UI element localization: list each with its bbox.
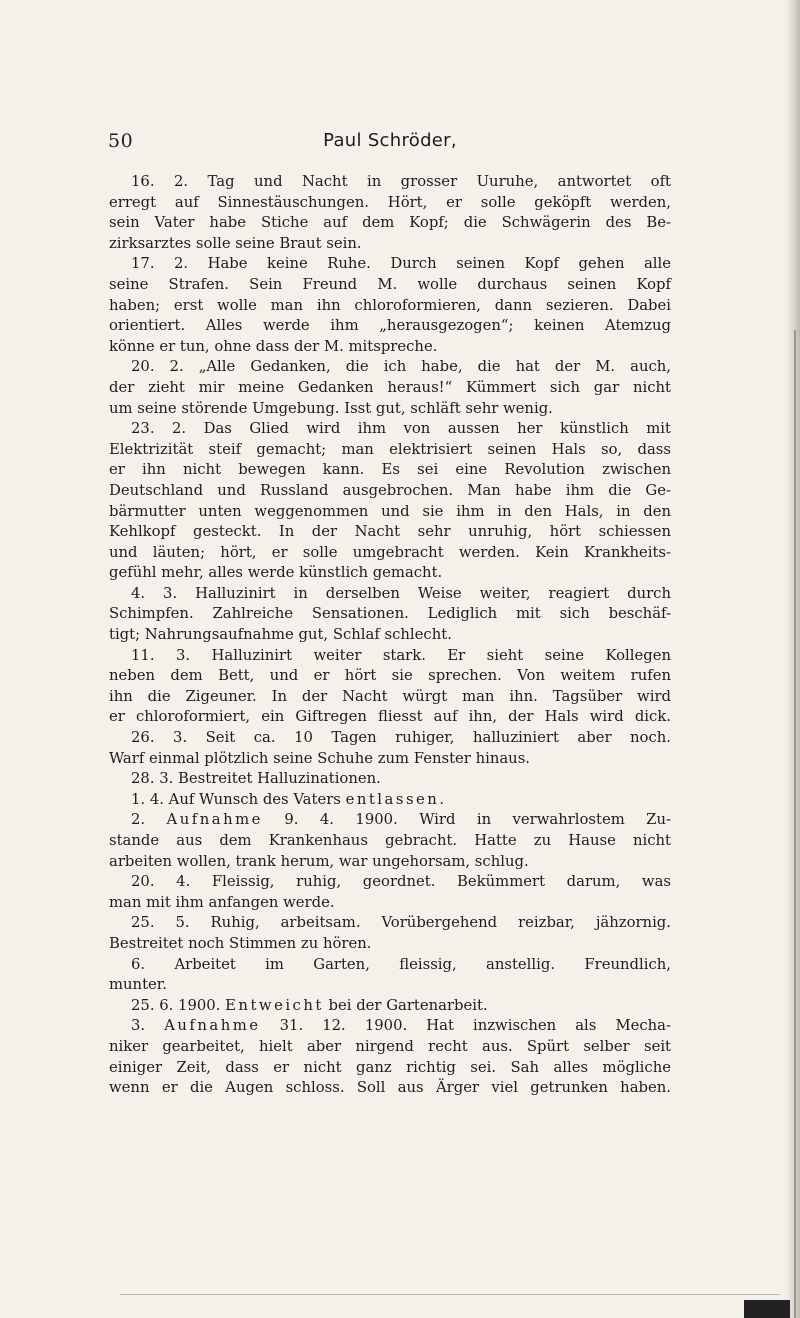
text-line <box>109 357 671 378</box>
text-line <box>109 955 671 976</box>
text-line <box>109 316 671 337</box>
text-line <box>109 419 671 440</box>
line-text-rest: . <box>439 790 445 808</box>
text-line <box>109 440 671 461</box>
bottom-rule <box>120 1294 780 1295</box>
text-line <box>109 625 671 646</box>
scan-corner <box>744 1300 790 1318</box>
page-header <box>108 130 672 154</box>
line-text: und läuten; hört, er solle umgebracht werden. Kein Krankheits- <box>109 543 671 561</box>
line-text: Elektrizität steif gemacht; man elektrisiert seinen Hals so, dass <box>109 440 671 458</box>
text-line <box>109 378 671 399</box>
text-line <box>109 254 671 275</box>
text-line <box>109 790 671 811</box>
line-text: munter. <box>109 976 167 994</box>
line-text: 20. 4. Fleissig, ruhig, geordnet. Bekümmert darum, was <box>131 873 671 891</box>
text-line <box>109 872 671 893</box>
spaced-emphasis: Aufnahme <box>164 1017 261 1035</box>
line-text: neben dem Bett, und er hört sie sprechen. Von weitem rufen <box>109 667 671 685</box>
line-text: 23. 2. Das Glied wird ihm von aussen her künstlich mit <box>131 420 671 438</box>
text-line <box>109 481 671 502</box>
body-text <box>109 172 671 1099</box>
text-line <box>109 810 671 831</box>
text-line <box>109 852 671 873</box>
text-line <box>109 913 671 934</box>
text-line <box>109 769 671 790</box>
text-line <box>109 687 671 708</box>
text-line <box>109 1078 671 1099</box>
line-text: könne er tun, ohne dass der M. mitspreche. <box>109 337 438 355</box>
line-text: 3. <box>131 1017 165 1035</box>
text-line <box>109 234 671 255</box>
text-line <box>109 584 671 605</box>
line-text: 4. 3. Halluzinirt in derselben Weise weiter, reagiert durch <box>131 584 671 602</box>
spaced-emphasis: entlassen <box>345 790 440 808</box>
text-line <box>109 172 671 193</box>
line-text: 28. 3. Bestreitet Halluzinationen. <box>131 770 381 788</box>
line-text: Warf einmal plötzlich seine Schuhe zum Fenster hinaus. <box>109 749 531 767</box>
text-line <box>109 460 671 481</box>
text-line <box>109 604 671 625</box>
text-line <box>109 1016 671 1037</box>
text-line <box>109 893 671 914</box>
line-text: 11. 3. Halluzinirt weiter stark. Er sieht seine Kollegen <box>131 646 671 664</box>
line-text-rest: 9. 4. 1900. Wird in verwahrlostem Zu- <box>262 811 671 829</box>
page-edge <box>786 0 800 1318</box>
line-text: 16. 2. Tag und Nacht in grosser Uuruhe, antwortet oft <box>131 173 671 190</box>
line-text: stande aus dem Krankenhaus gebracht. Hatte zu Hause nicht <box>109 832 671 849</box>
line-text: 25. 5. Ruhig, arbeitsam. Vorübergehend reizbar, jähzornig. <box>131 914 671 932</box>
text-line <box>109 975 671 996</box>
line-text: arbeiten wollen, trank herum, war ungehorsam, schlug. <box>109 852 529 870</box>
text-line <box>109 502 671 523</box>
line-text: der zieht mir meine Gedanken heraus!“ Kümmert sich gar nicht <box>109 378 671 396</box>
page-edge-line <box>794 330 796 1318</box>
text-line <box>109 666 671 687</box>
spaced-emphasis: Aufnahme <box>166 811 263 829</box>
line-text: 26. 3. Seit ca. 10 Tagen ruhiger, halluziniert aber noch. <box>131 729 671 747</box>
running-head: Paul Schröder, <box>323 130 457 151</box>
line-text: gefühl mehr, alles werde künstlich gemacht. <box>109 564 443 582</box>
spaced-emphasis: Entweicht <box>225 996 324 1014</box>
line-text-rest: bei der Gartenarbeit. <box>323 996 488 1014</box>
line-text: um seine störende Umgebung. Isst gut, schläft sehr wenig. <box>109 399 553 417</box>
text-line <box>109 522 671 543</box>
line-text: wenn er die Augen schloss. Soll aus Ärger viel getrunken haben. <box>109 1079 671 1097</box>
text-line <box>109 399 671 420</box>
page-number: 50 <box>108 130 134 152</box>
line-text: orientiert. Alles werde ihm „herausgezogen“; keinen Atemzug <box>109 317 671 335</box>
line-text-rest: 31. 12. 1900. Hat inzwischen als Mecha- <box>260 1017 671 1035</box>
text-line <box>109 831 671 852</box>
text-line <box>109 934 671 955</box>
text-line <box>109 275 671 296</box>
line-text: einiger Zeit, dass er nicht ganz richtig sei. Sah alles mögliche <box>109 1058 671 1076</box>
line-text: zirksarztes solle seine Braut sein. <box>109 234 362 252</box>
text-line <box>109 728 671 749</box>
line-text: 25. 6. 1900. <box>131 996 226 1014</box>
text-line <box>109 213 671 234</box>
text-line <box>109 296 671 317</box>
text-line <box>109 1058 671 1079</box>
text-line <box>109 563 671 584</box>
text-line <box>109 996 671 1017</box>
line-text: er ihn nicht bewegen kann. Es sei eine Revolution zwischen <box>109 461 671 479</box>
line-text: 17. 2. Habe keine Ruhe. Durch seinen Kopf gehen alle <box>131 255 671 273</box>
line-text: 20. 2. „Alle Gedanken, die ich habe, die hat der M. auch, <box>131 358 671 376</box>
text-line <box>109 1037 671 1058</box>
text-line <box>109 646 671 667</box>
text-line <box>109 707 671 728</box>
text-line <box>109 543 671 564</box>
text-line <box>109 193 671 214</box>
line-text: Kehlkopf gesteckt. In der Nacht sehr unruhig, hört schiessen <box>109 523 671 541</box>
line-text: sein Vater habe Stiche auf dem Kopf; die Schwägerin des Be- <box>109 214 671 232</box>
line-text: bärmutter unten weggenommen und sie ihm in den Hals, in den <box>109 502 671 520</box>
line-text: haben; erst wolle man ihn chloroformieren, dann sezieren. Dabei <box>109 296 671 314</box>
line-text: 1. 4. Auf Wunsch des Vaters <box>131 790 346 808</box>
line-text: Schimpfen. Zahlreiche Sensationen. Lediglich mit sich beschäf- <box>109 605 671 623</box>
line-text: Deutschland und Russland ausgebrochen. Man habe ihm die Ge- <box>109 481 671 499</box>
line-text: erregt auf Sinnestäuschungen. Hört, er solle geköpft werden, <box>109 193 671 211</box>
text-line <box>109 749 671 770</box>
line-text: man mit ihm anfangen werde. <box>109 893 335 911</box>
line-text: tigt; Nahrungsaufnahme gut, Schlaf schlecht. <box>109 626 452 644</box>
line-text: ihn die Zigeuner. In der Nacht würgt man ihn. Tagsüber wird <box>109 687 671 705</box>
line-text: niker gearbeitet, hielt aber nirgend recht aus. Spürt selber seit <box>109 1037 671 1055</box>
line-text: 6. Arbeitet im Garten, fleissig, anstellig. Freundlich, <box>131 955 671 973</box>
text-line <box>109 337 671 358</box>
line-text: 2. <box>131 811 167 829</box>
line-text: er chloroformiert, ein Giftregen fliesst auf ihn, der Hals wird dick. <box>109 708 671 726</box>
line-text: Bestreitet noch Stimmen zu hören. <box>109 934 372 952</box>
line-text: seine Strafen. Sein Freund M. wolle durchaus seinen Kopf <box>109 275 671 293</box>
